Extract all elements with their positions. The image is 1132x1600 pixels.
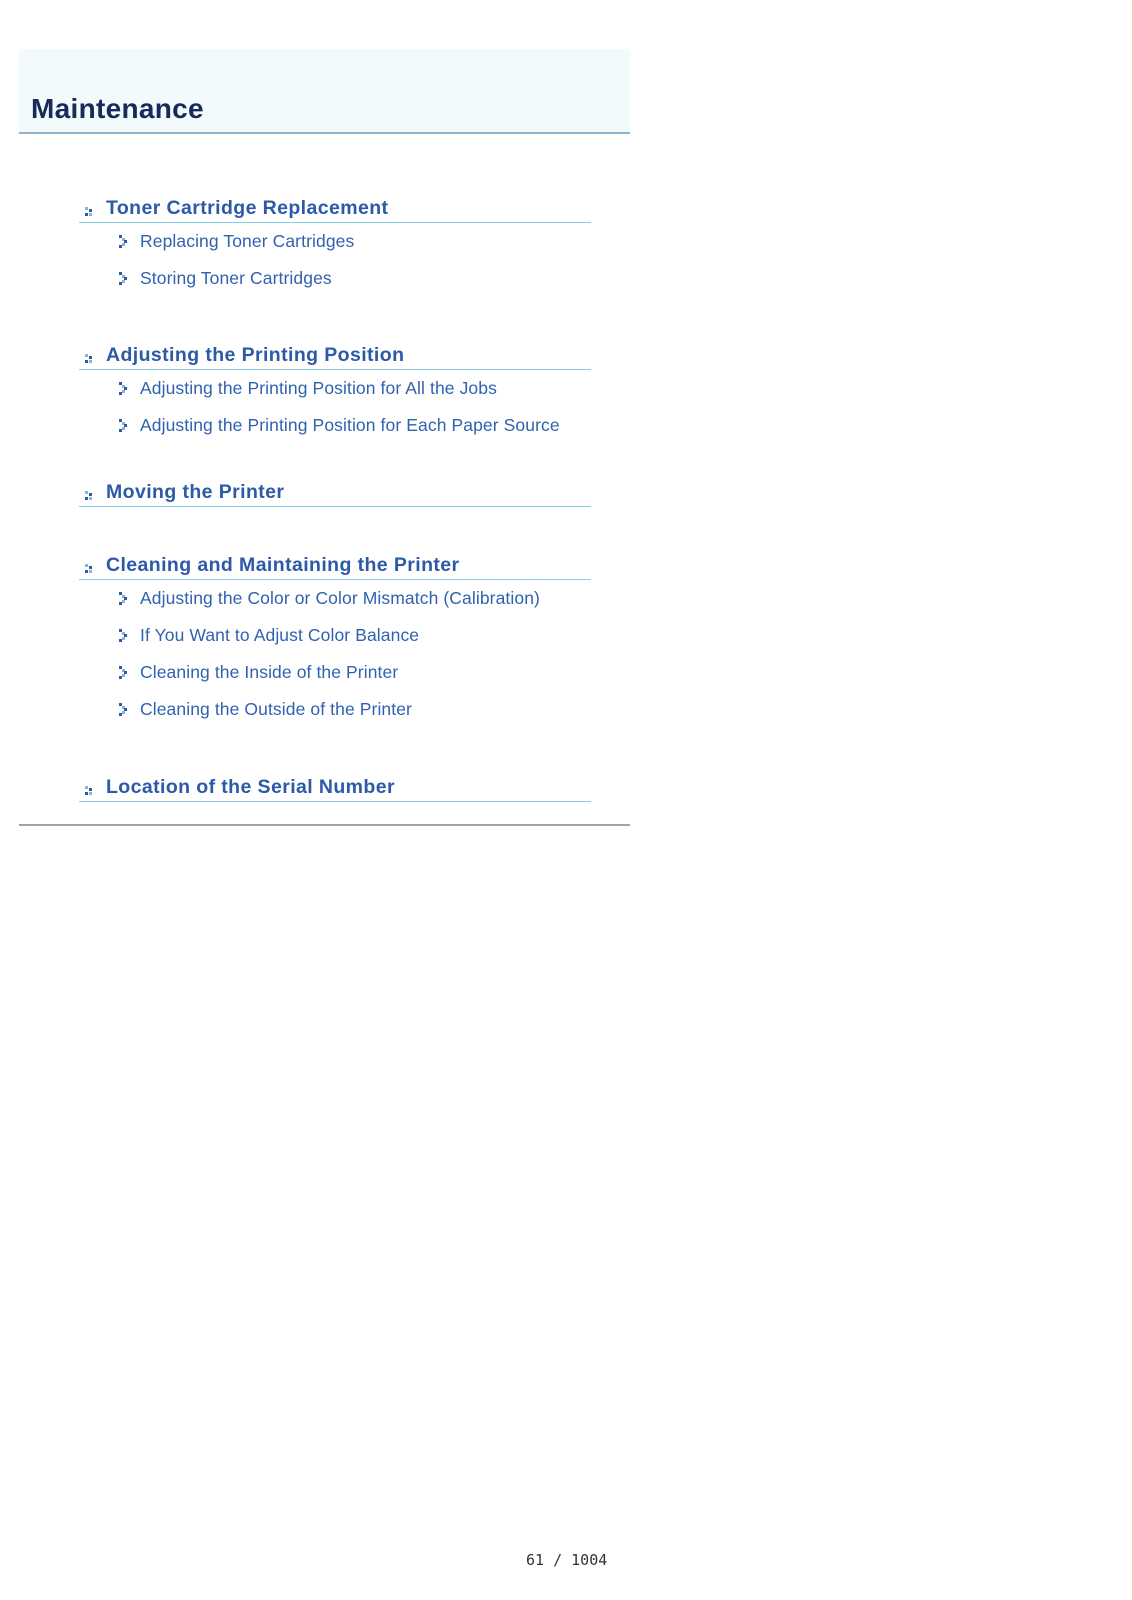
section-link[interactable] — [79, 196, 591, 223]
subtopic-label: Storing Toner Cartridges — [140, 268, 332, 288]
subtopic-link[interactable] — [79, 415, 591, 452]
section-title: Location of the Serial Number — [106, 776, 395, 798]
section-title: Toner Cartridge Replacement — [106, 197, 389, 219]
subtopic-label: Adjusting the Printing Position for Each Paper Source — [140, 415, 560, 435]
subtopic-link[interactable] — [79, 268, 591, 305]
section-adjusting-printing-position — [79, 343, 591, 452]
arrow-bullet-icon — [119, 629, 128, 642]
subtopic-label: Cleaning the Inside of the Printer — [140, 662, 399, 682]
section-link[interactable] — [79, 480, 591, 507]
subtopic-label: Adjusting the Printing Position for All the Jobs — [140, 378, 497, 398]
arrow-bullet-icon — [85, 353, 95, 364]
page-title: Maintenance — [31, 93, 204, 124]
arrow-bullet-icon — [119, 382, 128, 395]
subtopic-label: Replacing Toner Cartridges — [140, 231, 355, 251]
subtopic-link[interactable] — [79, 231, 591, 268]
subtopic-link[interactable] — [79, 625, 591, 662]
section-title: Adjusting the Printing Position — [106, 344, 405, 366]
arrow-bullet-icon — [119, 592, 128, 605]
section-title: Cleaning and Maintaining the Printer — [106, 554, 460, 576]
page-number: 61 / 1004 — [526, 1551, 608, 1569]
arrow-bullet-icon — [85, 206, 95, 217]
arrow-bullet-icon — [119, 703, 128, 716]
arrow-bullet-icon — [119, 666, 128, 679]
section-title: Moving the Printer — [106, 481, 285, 503]
subtopic-label: If You Want to Adjust Color Balance — [140, 625, 420, 645]
section-link[interactable] — [79, 775, 591, 802]
section-link[interactable] — [79, 553, 591, 580]
subtopic-list — [79, 231, 591, 305]
subtopic-list — [79, 378, 591, 452]
section-moving-the-printer — [79, 480, 591, 507]
arrow-bullet-icon — [119, 235, 128, 248]
subtopic-list — [79, 588, 591, 736]
arrow-bullet-icon — [119, 272, 128, 285]
section-cleaning-and-maintaining — [79, 553, 591, 736]
arrow-bullet-icon — [85, 563, 95, 574]
subtopic-link[interactable] — [79, 588, 591, 625]
section-link[interactable] — [79, 343, 591, 370]
subtopic-link[interactable] — [79, 378, 591, 415]
arrow-bullet-icon — [85, 490, 95, 501]
subtopic-link[interactable] — [79, 699, 591, 736]
arrow-bullet-icon — [119, 419, 128, 432]
subtopic-label: Cleaning the Outside of the Printer — [140, 699, 412, 719]
page-header — [19, 49, 630, 134]
subtopic-link[interactable] — [79, 662, 591, 699]
subtopic-label: Adjusting the Color or Color Mismatch (Calibration) — [140, 588, 540, 608]
section-location-of-serial-number — [79, 775, 591, 802]
section-toner-cartridge-replacement — [79, 196, 591, 305]
bottom-divider — [19, 824, 630, 826]
arrow-bullet-icon — [85, 785, 95, 796]
